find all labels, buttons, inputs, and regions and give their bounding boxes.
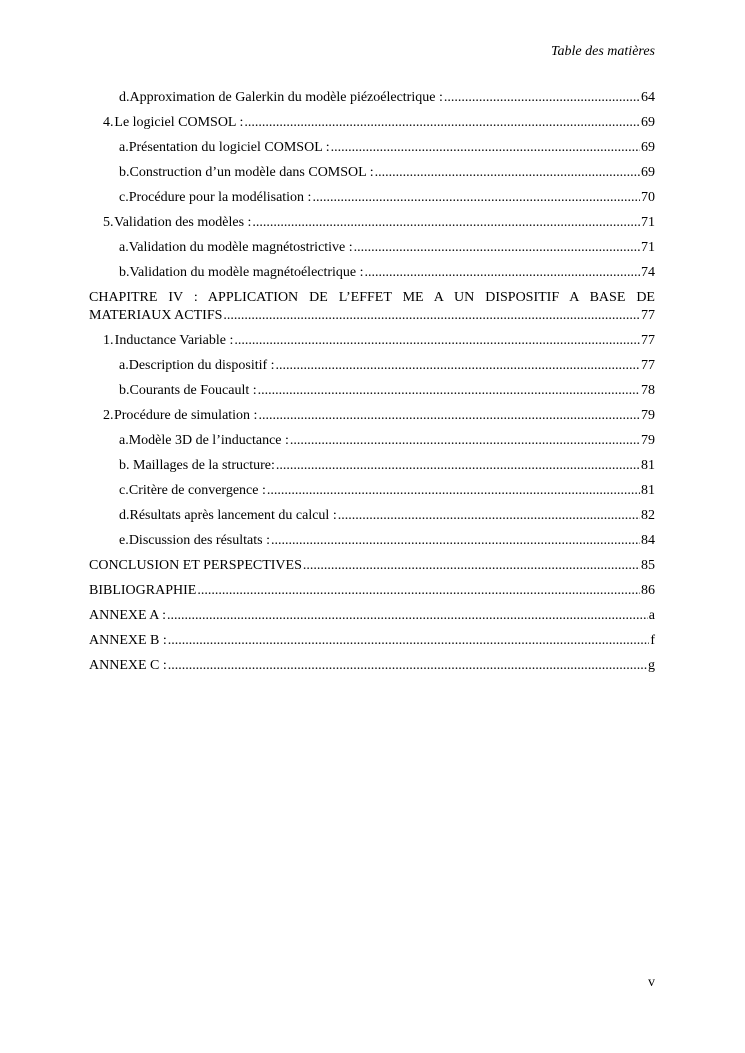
dot-leader <box>365 263 640 283</box>
toc-entry[interactable] <box>89 581 655 606</box>
toc-entry-page: 69 <box>641 165 655 180</box>
toc-entry-page: 84 <box>641 533 655 548</box>
toc-entry-title: Approximation de Galerkin du modèle piézoélectrique : <box>129 90 443 105</box>
dot-leader <box>168 631 650 651</box>
toc-entry-marker: d. <box>119 508 130 523</box>
chapter-title-line2: MATERIAUX ACTIFS <box>89 308 223 323</box>
toc-entry-marker: b. <box>119 383 130 398</box>
dot-leader <box>331 138 640 158</box>
toc-entry-title: BIBLIOGRAPHIE <box>89 583 197 598</box>
toc-entry-page: 71 <box>641 215 655 230</box>
toc-entry-page: 74 <box>641 265 655 280</box>
toc-entry-marker: c. <box>119 190 129 205</box>
toc-entry-page: 79 <box>641 433 655 448</box>
toc-entry-title: Procédure pour la modélisation : <box>128 190 312 205</box>
toc-entry-title: Description du dispositif : <box>128 358 275 373</box>
dot-leader <box>167 606 648 626</box>
dot-leader <box>244 113 640 133</box>
toc-entry[interactable] <box>89 88 655 113</box>
dot-leader <box>354 238 640 258</box>
dot-leader <box>338 506 640 526</box>
toc-entry-title: Validation des modèles : <box>114 215 252 230</box>
toc-entry[interactable] <box>89 656 655 681</box>
toc-entry[interactable] <box>89 606 655 631</box>
toc-entry-title: Le logiciel COMSOL : <box>114 115 244 130</box>
toc-chapter-entry[interactable] <box>89 289 655 325</box>
toc-entry-title: Maillages de la structure: <box>129 458 275 473</box>
toc-entry-page: 77 <box>641 333 655 348</box>
toc-entry-marker: 5. <box>103 215 114 230</box>
toc-entry-title: Courants de Foucault : <box>129 383 257 398</box>
toc-entry-page: 71 <box>641 240 655 255</box>
toc-entry-marker: 4. <box>103 115 114 130</box>
toc-entry-page: 77 <box>641 358 655 373</box>
dot-leader <box>375 163 640 183</box>
toc-entry-marker: a. <box>119 433 129 448</box>
toc-entry-page: f <box>650 633 655 648</box>
toc-entry-page: 69 <box>641 115 655 130</box>
chapter-title-line1: CHAPITRE IV : APPLICATION DE L’EFFET ME A UN DISPOSITIF A BASE DE <box>89 290 655 305</box>
toc-entry-page: 70 <box>641 190 655 205</box>
toc-entry-marker: b. <box>119 458 130 473</box>
dot-leader <box>168 656 647 676</box>
toc-entry-page: 69 <box>641 140 655 155</box>
dot-leader <box>303 556 640 576</box>
toc-entry-title: Modèle 3D de l’inductance : <box>128 433 289 448</box>
toc-entry[interactable] <box>89 531 655 556</box>
toc-entry-marker: 1. <box>103 333 114 348</box>
toc-entry[interactable] <box>89 481 655 506</box>
toc-entry[interactable] <box>89 188 655 213</box>
toc-entry-marker: a. <box>119 240 129 255</box>
dot-leader <box>271 531 640 551</box>
toc-entry-page: 79 <box>641 408 655 423</box>
toc-entry-marker: b. <box>119 165 130 180</box>
toc-entry-marker: d. <box>119 90 130 105</box>
toc-entry-page: 78 <box>641 383 655 398</box>
page-number: v <box>648 975 655 990</box>
dot-leader <box>312 188 640 208</box>
toc-entry-title: Discussion des résultats : <box>128 533 270 548</box>
toc-entry-title: Présentation du logiciel COMSOL : <box>128 140 330 155</box>
toc-entry-page: 86 <box>641 583 655 598</box>
toc-entry-title: CONCLUSION ET PERSPECTIVES <box>89 558 302 573</box>
toc-entry[interactable] <box>89 381 655 406</box>
toc-entry[interactable] <box>89 456 655 481</box>
toc-entry[interactable] <box>89 506 655 531</box>
dot-leader <box>197 581 640 601</box>
toc-entry-marker: a. <box>119 140 129 155</box>
toc-entry[interactable] <box>89 406 655 431</box>
toc-entry-title: Construction d’un modèle dans COMSOL : <box>129 165 374 180</box>
dot-leader <box>258 381 640 401</box>
toc-entry[interactable] <box>89 113 655 138</box>
dot-leader <box>252 213 640 233</box>
toc-entry[interactable] <box>89 431 655 456</box>
toc-entry-page: 81 <box>641 458 655 473</box>
toc-entry-title: ANNEXE C : <box>89 658 167 673</box>
toc-entry-page: 82 <box>641 508 655 523</box>
toc-entry[interactable] <box>89 213 655 238</box>
dot-leader <box>267 481 640 501</box>
toc-entry-marker: e. <box>119 533 129 548</box>
toc-entry-page: 77 <box>641 308 655 323</box>
toc-entry-marker: b. <box>119 265 130 280</box>
toc-entry[interactable] <box>89 263 655 288</box>
toc-entry[interactable] <box>89 631 655 656</box>
dot-leader <box>276 356 640 376</box>
dot-leader <box>258 406 640 426</box>
toc-entry[interactable] <box>89 138 655 163</box>
toc-entry[interactable] <box>89 556 655 581</box>
dot-leader <box>444 88 640 108</box>
toc-entry-marker: 2. <box>103 408 114 423</box>
toc-entry-page: 64 <box>641 90 655 105</box>
toc-entry-page: 85 <box>641 558 655 573</box>
toc-entry-title: Validation du modèle magnétoélectrique : <box>129 265 364 280</box>
table-of-contents <box>89 88 655 681</box>
dot-leader <box>234 331 640 351</box>
dot-leader <box>223 307 640 325</box>
running-header: Table des matières <box>551 44 655 59</box>
toc-entry-page: g <box>648 658 655 673</box>
toc-entry[interactable] <box>89 356 655 381</box>
toc-entry-title: ANNEXE A : <box>89 608 166 623</box>
toc-entry-title: Résultats après lancement du calcul : <box>129 508 337 523</box>
toc-entry[interactable] <box>89 163 655 188</box>
toc-entry-title: Inductance Variable : <box>114 333 234 348</box>
toc-entry-marker: c. <box>119 483 129 498</box>
toc-entry-page: 81 <box>641 483 655 498</box>
toc-entry-title: Critère de convergence : <box>128 483 266 498</box>
toc-entry-title: Validation du modèle magnétostrictive : <box>128 240 353 255</box>
dot-leader <box>276 456 640 476</box>
toc-entry-title: ANNEXE B : <box>89 633 167 648</box>
dot-leader <box>290 431 640 451</box>
toc-entry[interactable] <box>89 238 655 263</box>
toc-entry-page: a <box>648 608 655 623</box>
toc-entry[interactable] <box>89 331 655 356</box>
toc-entry-marker: a. <box>119 358 129 373</box>
toc-entry-title: Procédure de simulation : <box>113 408 258 423</box>
